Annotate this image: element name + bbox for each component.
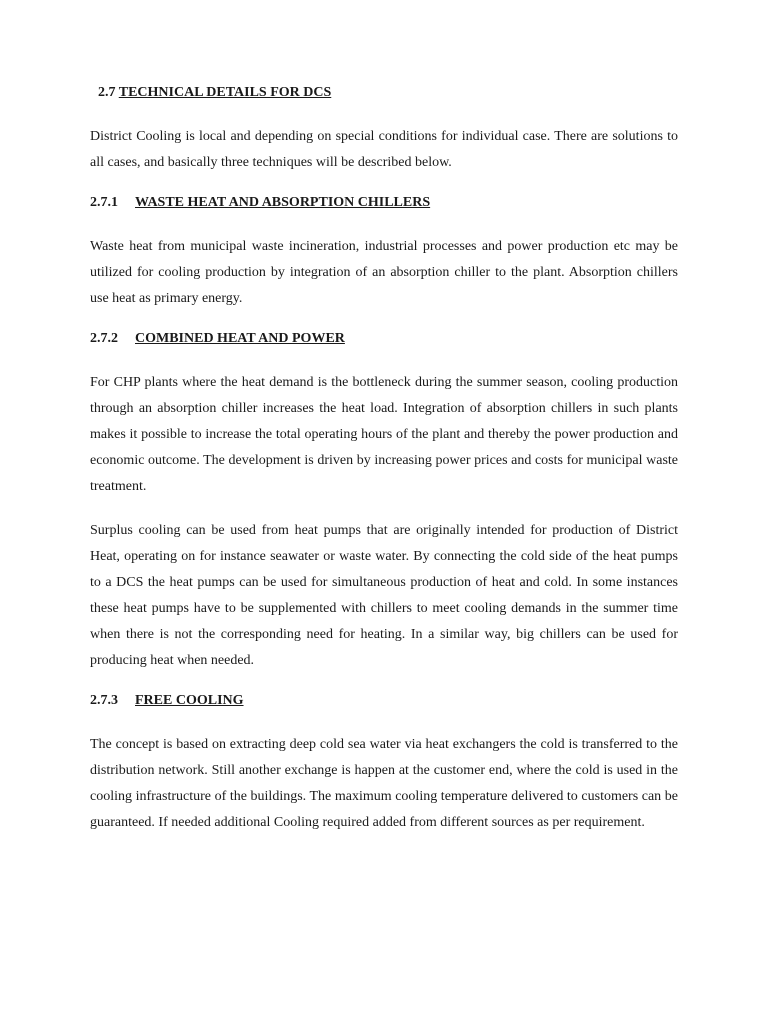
subsection-title: FREE COOLING bbox=[135, 693, 244, 708]
subsection-number: 2.7.1 bbox=[90, 195, 118, 210]
subsection-number: 2.7.2 bbox=[90, 331, 118, 346]
subsection-title: COMBINED HEAT AND POWER bbox=[135, 331, 345, 346]
section-title: TECHNICAL DETAILS FOR DCS bbox=[118, 85, 332, 100]
section-intro: District Cooling is local and depending on special conditions for individual case. There are solutions to all cases, and basically three techniques will be described below. bbox=[90, 129, 678, 170]
subsection-number: 2.7.3 bbox=[90, 693, 118, 708]
paragraph-chp-2: Surplus cooling can be used from heat pumps that are originally intended for production of District Heat, operating on for instance seawater or waste water. By connecting the cold side of the heat pumps to a DCS the heat pumps can be used for simultaneous production of heat and cold. In some instances these heat pumps have to be supplemented with chillers to meet cooling demands in the summer time when there is not the corresponding need for heating. In a similar way, big chillers can be used for producing heat when needed. bbox=[90, 523, 678, 668]
paragraph-free-cooling: The concept is based on extracting deep cold sea water via heat exchangers the cold is transferred to the distribution network. Still another exchange is happen at the customer end, where the cold is used in the cooling infrastructure of the buildings. The maximum cooling temperature delivered to customers can be guaranteed. If needed additional Cooling required added from different sources as per requirement. bbox=[90, 737, 678, 830]
paragraph-waste-heat: Waste heat from municipal waste incineration, industrial processes and power production etc may be utilized for cooling production by integration of an absorption chiller to the plant. Absorption chillers use heat as primary energy. bbox=[90, 239, 678, 306]
subsection-heading-waste-heat bbox=[90, 194, 678, 212]
paragraph-chp-1: For CHP plants where the heat demand is the bottleneck during the summer season, cooling production through an absorption chiller increases the heat load. Integration of absorption chillers in such plants makes it possible to increase the total operating hours of the plant and thereby the power production and economic outcome. The development is driven by increasing power prices and costs for municipal waste treatment. bbox=[90, 375, 678, 494]
document-page bbox=[90, 84, 678, 854]
section-number: 2.7 bbox=[98, 85, 116, 100]
subsection-title: WASTE HEAT AND ABSORPTION CHILLERS bbox=[135, 195, 431, 210]
section-heading bbox=[98, 84, 678, 102]
subsection-heading-chp bbox=[90, 330, 678, 348]
subsection-heading-free-cooling bbox=[90, 692, 678, 710]
